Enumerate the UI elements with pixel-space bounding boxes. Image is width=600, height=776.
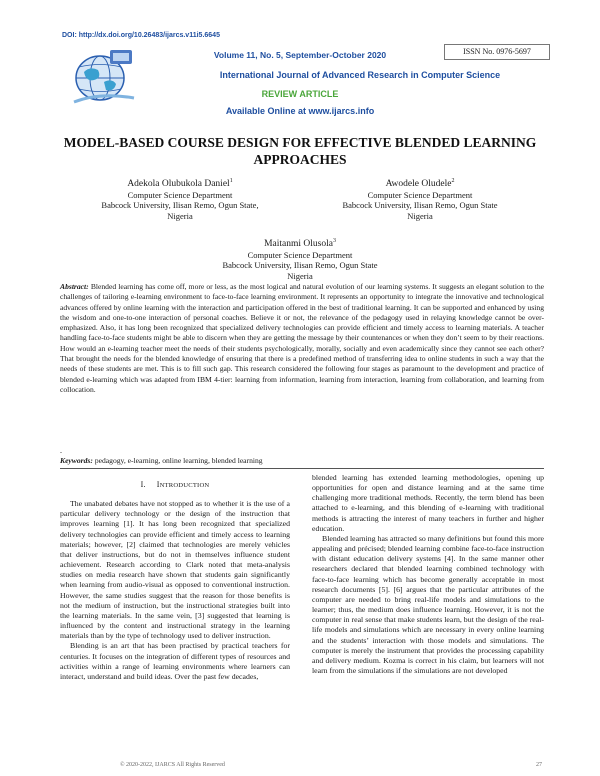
- issn-box: ISSN No. 0976-5697: [444, 44, 550, 60]
- paragraph: blended learning has extended learning methodologies, opening up opportunities for open and distance learning and at the same time challenging more traditional methods. Recently, the term blend has been attached to e-learning, and this blending of e-learning with traditional methods is attracting the interest of many teachers in further and higher education.: [312, 473, 544, 533]
- paragraph: Blending is an art that has been practised by practical teachers for centuries. It focuses on the integration of different types of resources and activities within a range of learning environments where learners can interact, understand and build ideas. Over the past few decades,: [60, 641, 290, 681]
- author-department: Computer Science Department: [367, 189, 473, 200]
- left-column: [60, 480, 290, 682]
- author-department: Computer Science Department: [247, 249, 353, 260]
- section-initial: I: [156, 480, 160, 489]
- section-title: NTRODUCTION: [159, 482, 210, 489]
- doi-link[interactable]: DOI: http://dx.doi.org/10.26483/ijarcs.v11i5.6645: [62, 32, 220, 39]
- abstract-label: Abstract:: [60, 282, 89, 291]
- author-block-1: [90, 176, 270, 221]
- author-affiliation-number: 3: [332, 238, 336, 244]
- keywords-text: pedagogy, e-learning, online learning, blended learning: [94, 456, 263, 465]
- journal-name: International Journal of Advanced Research in Computer Science: [219, 70, 501, 80]
- author-department: Computer Science Department: [127, 189, 233, 200]
- abstract: [60, 282, 544, 395]
- author-name: Maitanmi Olusola: [264, 239, 333, 250]
- paper-title-line-1: MODEL-BASED COURSE DESIGN FOR EFFECTIVE BLENDED LEARNING: [63, 135, 537, 150]
- article-type: REVIEW ARTICLE: [261, 89, 339, 99]
- volume-info: Volume 11, No. 5, September-October 2020: [213, 50, 387, 60]
- online-link[interactable]: Available Online at www.ijarcs.info: [225, 106, 375, 116]
- author-block-3: [200, 236, 400, 281]
- abstract-text: Blended learning has come off, more or less, as the most logical and natural evolution of our learning systems. It suggests an elegant solution to the challenges of tailoring e-learning environment to face-to-face learning environment. It represents an opportunity to integrate the innovative and technological advances offered by online learning with the interaction and participation offered in the best of traditional learning. It can be supported and enhanced by using the wisdom and one-to-one interaction of personal coaches. Believe it or not, the relevance of the pedagogy used in relaying knowledge cannot be over-emphasized. Also, it has long been recognized that specialized delivery technologies can provide efficient and timely access to learning materials. A teacher handling face-to-face students might be able to discern when they are getting the message by their countenances or when they don’t seem to by their reactions. How would an e-learning teacher meet the needs of their students psychologically, morally, socially and even academically since they cannot see each other? That brought the needs for the blended knowledge of ensuring that there is a predefined method of transferring idea to online students in such a way that the needs of these students are met. This is to fill such gap. This research considered the following four stages as paramount to the development and practice of blended e-learning which was adapted from IBM 4-tier: learning from information, learning from interaction, learning from collaboration, and learning from collocation.: [60, 282, 544, 394]
- divider: [60, 468, 544, 469]
- author-address: Babcock University, Ilisan Remo, Ogun State,: [101, 200, 259, 211]
- section-number: I.: [140, 480, 146, 489]
- keywords: [60, 456, 544, 465]
- author-address: Babcock University, Ilisan Remo, Ogun State: [222, 260, 378, 271]
- footer-copyright: © 2020-2022, IJARCS All Rights Reserved: [120, 762, 225, 768]
- author-affiliation-number: 1: [229, 178, 233, 184]
- author-block-2: [320, 176, 520, 221]
- paper-title-line-2: APPROACHES: [253, 152, 347, 167]
- author-country: Nigeria: [407, 210, 433, 221]
- right-column: [312, 473, 544, 676]
- separator-dot: .: [60, 446, 62, 455]
- paper-title: [40, 134, 560, 168]
- author-address: Babcock University, Ilisan Remo, Ogun State: [342, 200, 498, 211]
- author-affiliation-number: 2: [451, 178, 455, 184]
- paragraph: The unabated debates have not stopped as to whether it is the use of a particular delivery technology or the design of the instruction that improves learning [1]. It has long been recognized that specialized delivery technologies can provide efficient and timely access to learning materials; however, [2] claimed that technologies are merely vehicles that deliver instructions, but do not in themselves influence student achievement. Research according to Clark noted that meta-analysis studies on media research have shown that students gain significantly when learning from audio-visual as opposed to conventional instruction. However, the same studies suggest that the reason for those benefits is not the medium of instruction, but the instructional strategies built into the learning materials. In the same vein, [3] suggested that learning is influenced by the content and instructional strategy in the learning materials than by the type of technology used to deliver instruction.: [60, 499, 290, 641]
- page-number: 27: [536, 762, 542, 768]
- author-name: Awodele Oludele: [385, 179, 452, 190]
- author-name: Adekola Olubukola Daniel: [127, 179, 230, 190]
- author-country: Nigeria: [287, 270, 313, 281]
- paragraph: Blended learning has attracted so many definitions but found this more appealing and précised; blended learning combine face-to-face instruction with distant education delivery systems [4]. In the same manner other researchers declared that blended learning combined technology with face-to-face learning which has become generally acceptable in most research documents [5]. [6] argues that the particular attributes of the computer are needed to bring real-life models and simulations to the learner; thus, the medium does influence learning. However, it is not the computer in real sense that make students learn, but the design of the real-life models and simulations which are necessary in every online learning and the students’ interaction with those models and simulations. The computer is merely the instrument that provides the processing capability and delivery medium. Kozma is correct in his claim, but learners will not learn from the simulations if the simulations are not developed: [312, 533, 544, 675]
- author-country: Nigeria: [167, 210, 193, 221]
- keywords-label: Keywords:: [60, 456, 93, 465]
- section-heading: [60, 480, 290, 491]
